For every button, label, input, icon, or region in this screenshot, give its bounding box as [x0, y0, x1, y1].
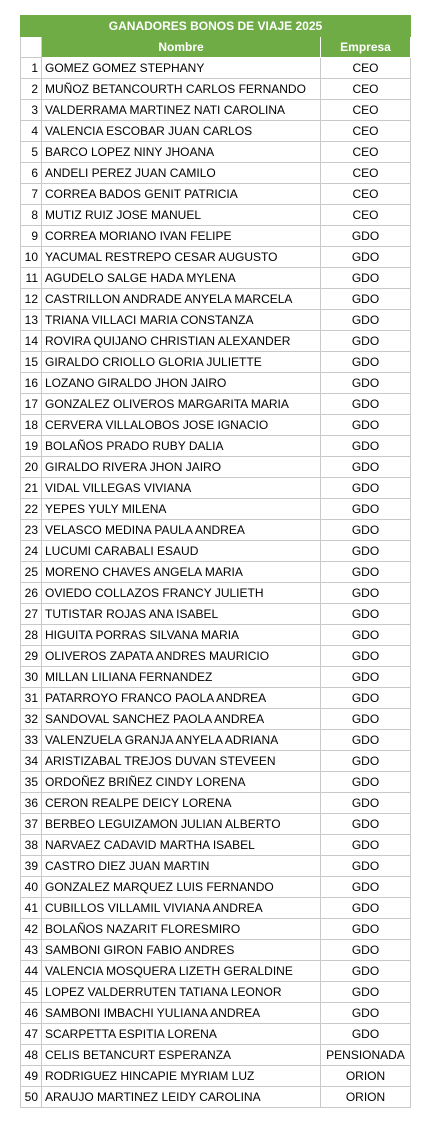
- row-company-cell: CEO: [321, 184, 411, 205]
- row-company-cell: GDO: [321, 835, 411, 856]
- row-number-cell: 30: [21, 667, 42, 688]
- table-row: [21, 184, 411, 205]
- table-row: [21, 856, 411, 877]
- row-company-cell: GDO: [321, 961, 411, 982]
- row-company-cell: GDO: [321, 373, 411, 394]
- row-name-cell: RODRIGUEZ HINCAPIE MYRIAM LUZ: [42, 1066, 321, 1087]
- row-name-cell: GOMEZ GOMEZ STEPHANY: [42, 58, 321, 79]
- row-company-cell: GDO: [321, 499, 411, 520]
- row-number-cell: 6: [21, 163, 42, 184]
- row-number-cell: 43: [21, 940, 42, 961]
- row-company-cell: CEO: [321, 205, 411, 226]
- table-title: GANADORES BONOS DE VIAJE 2025: [21, 16, 411, 37]
- row-company-cell: GDO: [321, 1024, 411, 1045]
- row-name-cell: BOLAÑOS PRADO RUBY DALIA: [42, 436, 321, 457]
- row-number-cell: 44: [21, 961, 42, 982]
- row-name-cell: TRIANA VILLACI MARIA CONSTANZA: [42, 310, 321, 331]
- row-name-cell: CERON REALPE DEICY LORENA: [42, 793, 321, 814]
- row-number-cell: 50: [21, 1087, 42, 1108]
- row-company-cell: CEO: [321, 100, 411, 121]
- table-row: [21, 415, 411, 436]
- table-row: [21, 604, 411, 625]
- row-name-cell: VELASCO MEDINA PAULA ANDREA: [42, 520, 321, 541]
- row-number-cell: 19: [21, 436, 42, 457]
- table-row: [21, 1087, 411, 1108]
- row-name-cell: AGUDELO SALGE HADA MYLENA: [42, 268, 321, 289]
- row-number-cell: 2: [21, 79, 42, 100]
- row-number-cell: 31: [21, 688, 42, 709]
- row-number-cell: 36: [21, 793, 42, 814]
- row-number-cell: 29: [21, 646, 42, 667]
- table-row: [21, 1024, 411, 1045]
- row-name-cell: OVIEDO COLLAZOS FRANCY JULIETH: [42, 583, 321, 604]
- row-company-cell: GDO: [321, 814, 411, 835]
- table-row: [21, 310, 411, 331]
- table-row: [21, 226, 411, 247]
- row-company-cell: GDO: [321, 793, 411, 814]
- table-row: [21, 289, 411, 310]
- row-company-cell: GDO: [321, 709, 411, 730]
- table-row: [21, 478, 411, 499]
- row-company-cell: CEO: [321, 79, 411, 100]
- row-number-cell: 42: [21, 919, 42, 940]
- table-body: [21, 58, 411, 1108]
- table-row: [21, 709, 411, 730]
- table-row: [21, 646, 411, 667]
- table-row: [21, 457, 411, 478]
- row-name-cell: CORREA BADOS GENIT PATRICIA: [42, 184, 321, 205]
- row-number-cell: 24: [21, 541, 42, 562]
- table-row: [21, 100, 411, 121]
- table-row: [21, 205, 411, 226]
- row-company-cell: GDO: [321, 751, 411, 772]
- table-row: [21, 247, 411, 268]
- row-number-cell: 45: [21, 982, 42, 1003]
- winners-sheet: [20, 15, 410, 1108]
- row-company-cell: PENSIONADA: [321, 1045, 411, 1066]
- row-company-cell: GDO: [321, 247, 411, 268]
- row-company-cell: GDO: [321, 730, 411, 751]
- row-number-cell: 18: [21, 415, 42, 436]
- row-company-cell: CEO: [321, 58, 411, 79]
- row-company-cell: GDO: [321, 268, 411, 289]
- row-company-cell: GDO: [321, 478, 411, 499]
- row-name-cell: CELIS BETANCURT ESPERANZA: [42, 1045, 321, 1066]
- table-row: [21, 1003, 411, 1024]
- row-number-cell: 40: [21, 877, 42, 898]
- row-number-cell: 25: [21, 562, 42, 583]
- table-row: [21, 352, 411, 373]
- row-company-cell: GDO: [321, 520, 411, 541]
- row-company-cell: GDO: [321, 457, 411, 478]
- row-company-cell: GDO: [321, 310, 411, 331]
- row-name-cell: SCARPETTA ESPITIA LORENA: [42, 1024, 321, 1045]
- row-company-cell: GDO: [321, 940, 411, 961]
- row-company-cell: GDO: [321, 877, 411, 898]
- table-row: [21, 1045, 411, 1066]
- table-row: [21, 793, 411, 814]
- row-name-cell: ANDELI PEREZ JUAN CAMILO: [42, 163, 321, 184]
- row-name-cell: HIGUITA PORRAS SILVANA MARIA: [42, 625, 321, 646]
- table-row: [21, 163, 411, 184]
- table-row: [21, 730, 411, 751]
- header-row: [21, 37, 411, 58]
- row-company-cell: CEO: [321, 163, 411, 184]
- row-name-cell: CUBILLOS VILLAMIL VIVIANA ANDREA: [42, 898, 321, 919]
- row-number-cell: 37: [21, 814, 42, 835]
- table-row: [21, 751, 411, 772]
- row-name-cell: ARISTIZABAL TREJOS DUVAN STEVEEN: [42, 751, 321, 772]
- table-row: [21, 877, 411, 898]
- row-number-cell: 23: [21, 520, 42, 541]
- row-number-cell: 10: [21, 247, 42, 268]
- table-row: [21, 982, 411, 1003]
- row-company-cell: GDO: [321, 982, 411, 1003]
- row-name-cell: MUTIZ RUIZ JOSE MANUEL: [42, 205, 321, 226]
- row-name-cell: SANDOVAL SANCHEZ PAOLA ANDREA: [42, 709, 321, 730]
- row-name-cell: BERBEO LEGUIZAMON JULIAN ALBERTO: [42, 814, 321, 835]
- row-number-cell: 39: [21, 856, 42, 877]
- row-name-cell: CASTRO DIEZ JUAN MARTIN: [42, 856, 321, 877]
- row-name-cell: SAMBONI GIRON FABIO ANDRES: [42, 940, 321, 961]
- table-row: [21, 121, 411, 142]
- row-name-cell: MILLAN LILIANA FERNANDEZ: [42, 667, 321, 688]
- row-name-cell: GIRALDO CRIOLLO GLORIA JULIETTE: [42, 352, 321, 373]
- table-row: [21, 79, 411, 100]
- row-number-cell: 9: [21, 226, 42, 247]
- row-name-cell: YACUMAL RESTREPO CESAR AUGUSTO: [42, 247, 321, 268]
- table-row: [21, 583, 411, 604]
- row-number-cell: 41: [21, 898, 42, 919]
- header-name: Nombre: [42, 37, 321, 58]
- row-name-cell: VALDERRAMA MARTINEZ NATI CAROLINA: [42, 100, 321, 121]
- row-number-cell: 11: [21, 268, 42, 289]
- row-company-cell: GDO: [321, 289, 411, 310]
- row-name-cell: BARCO LOPEZ NINY JHOANA: [42, 142, 321, 163]
- row-name-cell: PATARROYO FRANCO PAOLA ANDREA: [42, 688, 321, 709]
- table-row: [21, 688, 411, 709]
- row-name-cell: GONZALEZ OLIVEROS MARGARITA MARIA: [42, 394, 321, 415]
- row-name-cell: VIDAL VILLEGAS VIVIANA: [42, 478, 321, 499]
- row-number-cell: 17: [21, 394, 42, 415]
- row-name-cell: VALENCIA ESCOBAR JUAN CARLOS: [42, 121, 321, 142]
- row-name-cell: MORENO CHAVES ANGELA MARIA: [42, 562, 321, 583]
- row-number-cell: 32: [21, 709, 42, 730]
- row-number-cell: 1: [21, 58, 42, 79]
- winners-table: [20, 15, 411, 1108]
- row-number-cell: 49: [21, 1066, 42, 1087]
- row-number-cell: 4: [21, 121, 42, 142]
- row-number-cell: 5: [21, 142, 42, 163]
- row-number-cell: 20: [21, 457, 42, 478]
- row-number-cell: 15: [21, 352, 42, 373]
- table-row: [21, 268, 411, 289]
- table-row: [21, 394, 411, 415]
- row-name-cell: MUÑOZ BETANCOURTH CARLOS FERNANDO: [42, 79, 321, 100]
- table-row: [21, 667, 411, 688]
- row-name-cell: YEPES YULY MILENA: [42, 499, 321, 520]
- row-number-cell: 46: [21, 1003, 42, 1024]
- row-company-cell: GDO: [321, 667, 411, 688]
- header-blank-cell: [21, 37, 42, 58]
- row-number-cell: 35: [21, 772, 42, 793]
- row-name-cell: ORDOÑEZ BRIÑEZ CINDY LORENA: [42, 772, 321, 793]
- table-row: [21, 436, 411, 457]
- row-name-cell: OLIVEROS ZAPATA ANDRES MAURICIO: [42, 646, 321, 667]
- row-company-cell: GDO: [321, 394, 411, 415]
- row-number-cell: 12: [21, 289, 42, 310]
- row-name-cell: LUCUMI CARABALI ESAUD: [42, 541, 321, 562]
- row-number-cell: 13: [21, 310, 42, 331]
- row-number-cell: 26: [21, 583, 42, 604]
- row-company-cell: GDO: [321, 646, 411, 667]
- table-row: [21, 58, 411, 79]
- table-row: [21, 562, 411, 583]
- row-name-cell: ARAUJO MARTINEZ LEIDY CAROLINA: [42, 1087, 321, 1108]
- table-row: [21, 772, 411, 793]
- row-company-cell: GDO: [321, 919, 411, 940]
- row-name-cell: SAMBONI IMBACHI YULIANA ANDREA: [42, 1003, 321, 1024]
- row-company-cell: GDO: [321, 604, 411, 625]
- row-number-cell: 3: [21, 100, 42, 121]
- row-name-cell: CASTRILLON ANDRADE ANYELA MARCELA: [42, 289, 321, 310]
- row-company-cell: GDO: [321, 352, 411, 373]
- row-company-cell: CEO: [321, 142, 411, 163]
- row-number-cell: 48: [21, 1045, 42, 1066]
- row-name-cell: CERVERA VILLALOBOS JOSE IGNACIO: [42, 415, 321, 436]
- table-row: [21, 1066, 411, 1087]
- table-row: [21, 814, 411, 835]
- row-name-cell: VALENZUELA GRANJA ANYELA ADRIANA: [42, 730, 321, 751]
- row-company-cell: GDO: [321, 226, 411, 247]
- row-number-cell: 8: [21, 205, 42, 226]
- table-row: [21, 919, 411, 940]
- table-row: [21, 898, 411, 919]
- row-company-cell: GDO: [321, 898, 411, 919]
- table-row: [21, 142, 411, 163]
- row-number-cell: 16: [21, 373, 42, 394]
- row-name-cell: GIRALDO RIVERA JHON JAIRO: [42, 457, 321, 478]
- row-company-cell: GDO: [321, 436, 411, 457]
- row-name-cell: ROVIRA QUIJANO CHRISTIAN ALEXANDER: [42, 331, 321, 352]
- table-row: [21, 625, 411, 646]
- header-company: Empresa: [321, 37, 411, 58]
- row-company-cell: GDO: [321, 415, 411, 436]
- row-name-cell: CORREA MORIANO IVAN FELIPE: [42, 226, 321, 247]
- table-row: [21, 541, 411, 562]
- row-name-cell: VALENCIA MOSQUERA LIZETH GERALDINE: [42, 961, 321, 982]
- row-company-cell: GDO: [321, 1003, 411, 1024]
- table-row: [21, 331, 411, 352]
- row-company-cell: GDO: [321, 562, 411, 583]
- row-number-cell: 14: [21, 331, 42, 352]
- row-name-cell: LOPEZ VALDERRUTEN TATIANA LEONOR: [42, 982, 321, 1003]
- row-number-cell: 38: [21, 835, 42, 856]
- row-number-cell: 34: [21, 751, 42, 772]
- row-company-cell: GDO: [321, 856, 411, 877]
- row-name-cell: BOLAÑOS NAZARIT FLORESMIRO: [42, 919, 321, 940]
- row-company-cell: GDO: [321, 688, 411, 709]
- row-company-cell: GDO: [321, 772, 411, 793]
- table-row: [21, 940, 411, 961]
- table-row: [21, 520, 411, 541]
- row-number-cell: 7: [21, 184, 42, 205]
- row-name-cell: NARVAEZ CADAVID MARTHA ISABEL: [42, 835, 321, 856]
- table-row: [21, 373, 411, 394]
- row-number-cell: 33: [21, 730, 42, 751]
- row-number-cell: 28: [21, 625, 42, 646]
- row-company-cell: ORION: [321, 1066, 411, 1087]
- row-company-cell: GDO: [321, 541, 411, 562]
- row-company-cell: CEO: [321, 121, 411, 142]
- row-number-cell: 27: [21, 604, 42, 625]
- table-row: [21, 835, 411, 856]
- row-company-cell: ORION: [321, 1087, 411, 1108]
- row-name-cell: LOZANO GIRALDO JHON JAIRO: [42, 373, 321, 394]
- row-number-cell: 47: [21, 1024, 42, 1045]
- table-row: [21, 499, 411, 520]
- row-company-cell: GDO: [321, 583, 411, 604]
- table-row: [21, 961, 411, 982]
- row-company-cell: GDO: [321, 625, 411, 646]
- row-number-cell: 22: [21, 499, 42, 520]
- row-name-cell: GONZALEZ MARQUEZ LUIS FERNANDO: [42, 877, 321, 898]
- row-company-cell: GDO: [321, 331, 411, 352]
- title-row: [21, 16, 411, 37]
- row-name-cell: TUTISTAR ROJAS ANA ISABEL: [42, 604, 321, 625]
- row-number-cell: 21: [21, 478, 42, 499]
